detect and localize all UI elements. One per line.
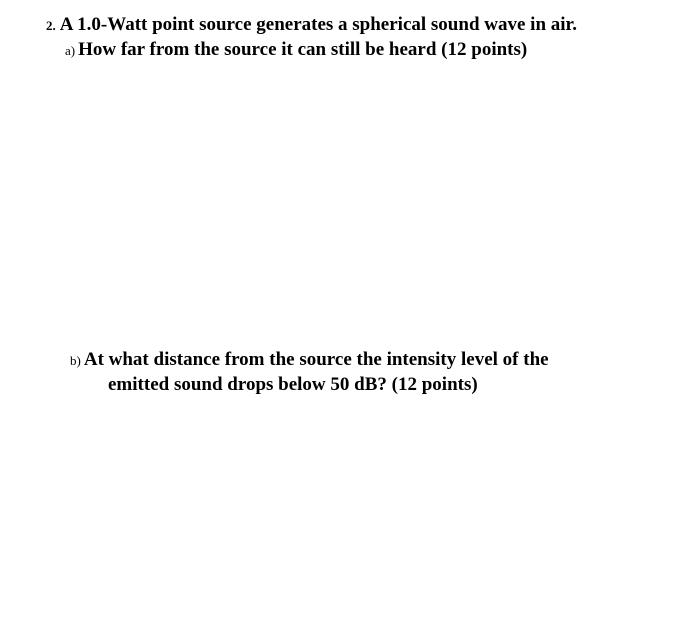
- part-a-text: How far from the source it can still be heard (12 points): [78, 39, 528, 60]
- part-b-prompt-continued: [108, 374, 478, 396]
- part-a-prompt: [65, 39, 527, 62]
- part-a-label: a): [65, 43, 76, 58]
- question-text: A 1.0-Watt point source generates a spherical sound wave in air.: [59, 14, 577, 35]
- part-b-label: b): [70, 353, 81, 368]
- part-b-text-line1: At what distance from the source the intensity level of the: [83, 349, 549, 370]
- part-b-prompt: [70, 349, 549, 372]
- part-b-text-line2: emitted sound drops below 50 dB? (12 points): [108, 374, 478, 395]
- question-heading: [46, 14, 577, 37]
- question-number: 2.: [46, 18, 56, 33]
